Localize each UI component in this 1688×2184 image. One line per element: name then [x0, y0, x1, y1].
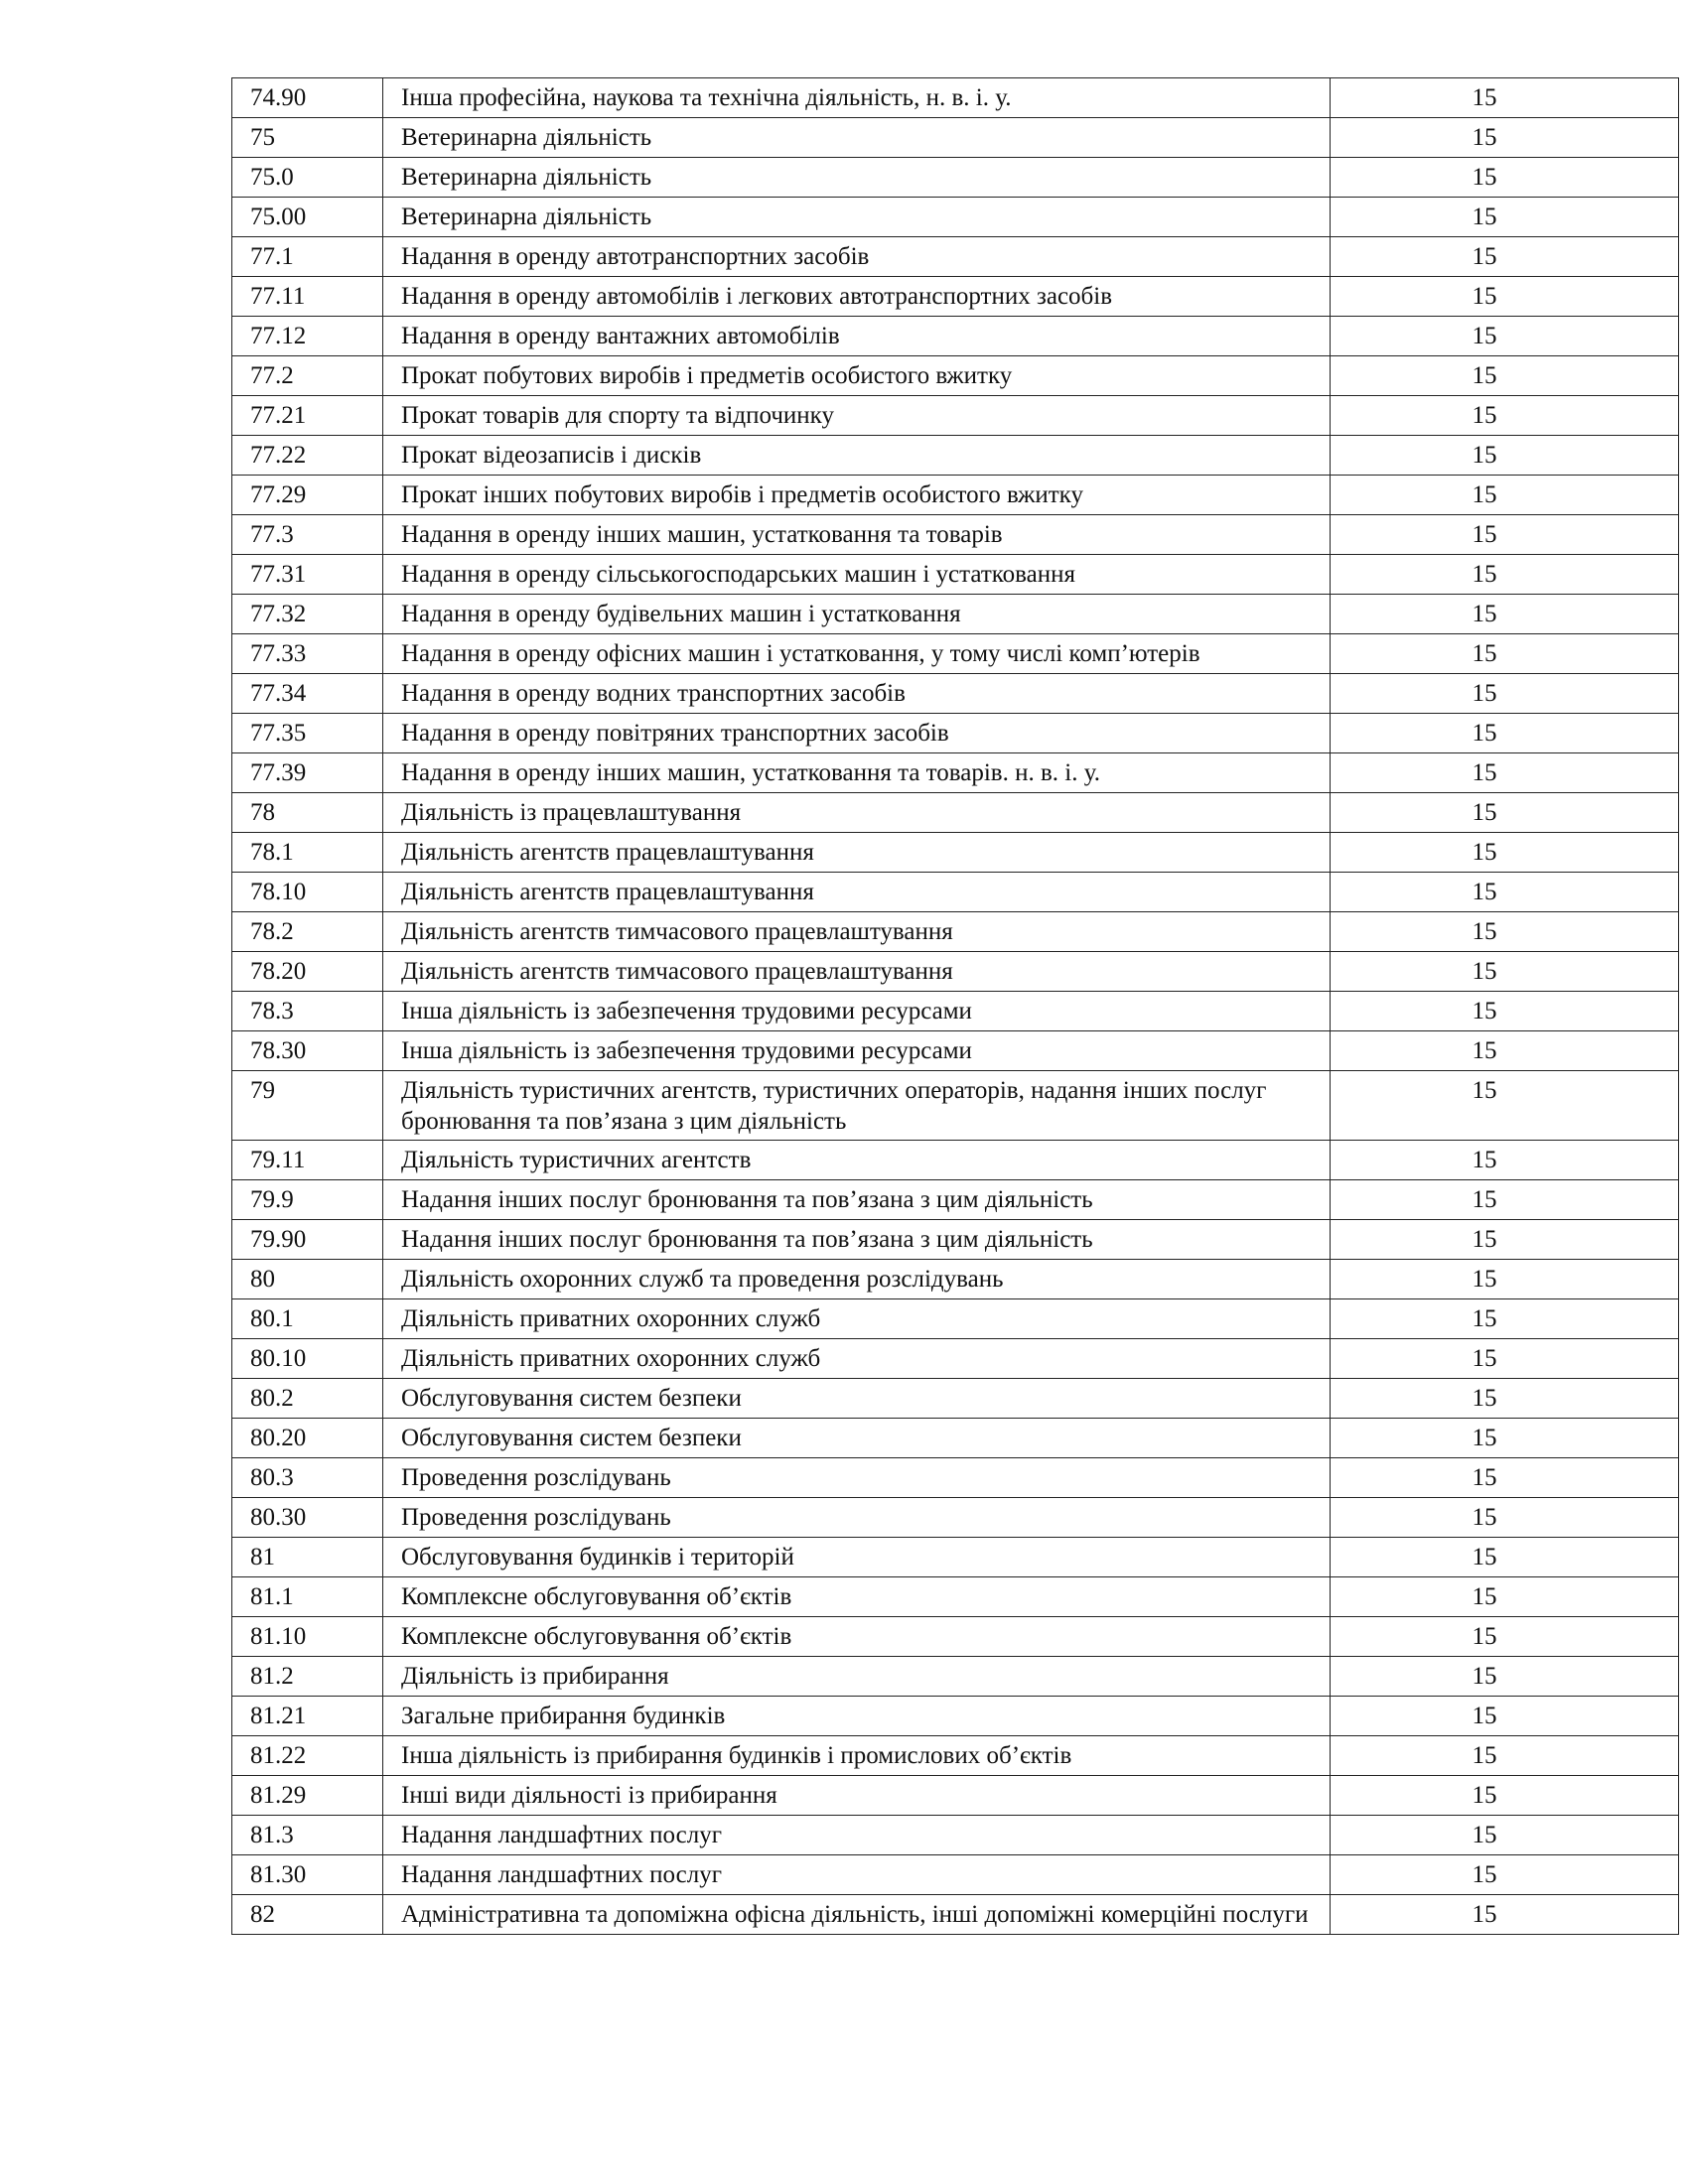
activity-name-cell: Інша професійна, наукова та технічна діяльність, н. в. і. у. — [383, 78, 1331, 118]
rate-cell: 15 — [1331, 1458, 1679, 1498]
activity-code-cell: 77.22 — [232, 436, 383, 476]
table-row — [232, 1299, 1679, 1339]
rate-cell: 15 — [1331, 1141, 1679, 1180]
activity-code-cell: 75.00 — [232, 198, 383, 237]
rate-cell: 15 — [1331, 674, 1679, 714]
activity-code-cell: 78.20 — [232, 952, 383, 992]
table-row — [232, 753, 1679, 793]
activity-name-cell: Адміністративна та допоміжна офісна діяльність, інші допоміжні комерційні послуги — [383, 1895, 1331, 1935]
activity-name-cell: Комплексне обслуговування об’єктів — [383, 1577, 1331, 1617]
activity-name-cell: Надання в оренду інших машин, устатковання та товарів — [383, 515, 1331, 555]
table-row — [232, 198, 1679, 237]
activity-code-cell: 81.3 — [232, 1816, 383, 1855]
rate-cell: 15 — [1331, 356, 1679, 396]
activity-code-cell: 78.10 — [232, 873, 383, 912]
rate-cell: 15 — [1331, 634, 1679, 674]
activity-name-cell: Діяльність агентств тимчасового працевлаштування — [383, 912, 1331, 952]
rate-cell: 15 — [1331, 873, 1679, 912]
activity-name-cell: Проведення розслідувань — [383, 1498, 1331, 1538]
table-row — [232, 237, 1679, 277]
activity-code-cell: 80.20 — [232, 1419, 383, 1458]
rate-cell: 15 — [1331, 277, 1679, 317]
table-row — [232, 1895, 1679, 1935]
activity-name-cell: Надання ландшафтних послуг — [383, 1855, 1331, 1895]
table-row — [232, 992, 1679, 1031]
table-row — [232, 833, 1679, 873]
activity-code-cell: 79.90 — [232, 1220, 383, 1260]
table-row — [232, 1071, 1679, 1141]
activity-codes-table — [231, 77, 1679, 1935]
activity-code-cell: 79.9 — [232, 1180, 383, 1220]
table-row — [232, 555, 1679, 595]
activity-name-cell: Надання інших послуг бронювання та пов’язана з цим діяльність — [383, 1220, 1331, 1260]
activity-name-cell: Діяльність приватних охоронних служб — [383, 1299, 1331, 1339]
rate-cell: 15 — [1331, 1855, 1679, 1895]
rate-cell: 15 — [1331, 1379, 1679, 1419]
table-row — [232, 1697, 1679, 1736]
activity-code-cell: 77.39 — [232, 753, 383, 793]
activity-name-cell: Надання в оренду офісних машин і устатковання, у тому числі комп’ютерів — [383, 634, 1331, 674]
rate-cell: 15 — [1331, 952, 1679, 992]
activity-code-cell: 80.30 — [232, 1498, 383, 1538]
activity-name-cell: Ветеринарна діяльність — [383, 118, 1331, 158]
activity-code-cell: 82 — [232, 1895, 383, 1935]
activity-name-cell: Надання в оренду автомобілів і легкових автотранспортних засобів — [383, 277, 1331, 317]
activity-name-cell: Надання в оренду інших машин, устатковання та товарів. н. в. і. у. — [383, 753, 1331, 793]
table-row — [232, 158, 1679, 198]
activity-code-cell: 77.2 — [232, 356, 383, 396]
activity-code-cell: 75 — [232, 118, 383, 158]
activity-code-cell: 77.34 — [232, 674, 383, 714]
activity-name-cell: Надання ландшафтних послуг — [383, 1816, 1331, 1855]
rate-cell: 15 — [1331, 1895, 1679, 1935]
activity-code-cell: 77.3 — [232, 515, 383, 555]
rate-cell: 15 — [1331, 436, 1679, 476]
activity-code-cell: 81.22 — [232, 1736, 383, 1776]
activity-name-cell: Обслуговування систем безпеки — [383, 1419, 1331, 1458]
activity-code-cell: 77.35 — [232, 714, 383, 753]
table-row — [232, 1577, 1679, 1617]
rate-cell: 15 — [1331, 1419, 1679, 1458]
activity-name-cell: Надання в оренду водних транспортних засобів — [383, 674, 1331, 714]
activity-code-cell: 81.21 — [232, 1697, 383, 1736]
activity-name-cell: Ветеринарна діяльність — [383, 158, 1331, 198]
activity-code-cell: 81.1 — [232, 1577, 383, 1617]
activity-code-cell: 79.11 — [232, 1141, 383, 1180]
activity-code-cell: 77.31 — [232, 555, 383, 595]
rate-cell: 15 — [1331, 992, 1679, 1031]
activity-name-cell: Надання в оренду будівельних машин і устатковання — [383, 595, 1331, 634]
rate-cell: 15 — [1331, 237, 1679, 277]
table-row — [232, 515, 1679, 555]
activity-name-cell: Надання в оренду вантажних автомобілів — [383, 317, 1331, 356]
rate-cell: 15 — [1331, 753, 1679, 793]
table-row — [232, 1776, 1679, 1816]
activity-name-cell: Надання в оренду автотранспортних засобів — [383, 237, 1331, 277]
activity-name-cell: Інша діяльність із забезпечення трудовими ресурсами — [383, 992, 1331, 1031]
rate-cell: 15 — [1331, 1776, 1679, 1816]
activity-name-cell: Діяльність із прибирання — [383, 1657, 1331, 1697]
table-row — [232, 476, 1679, 515]
table-row — [232, 1736, 1679, 1776]
activity-code-cell: 80.10 — [232, 1339, 383, 1379]
activity-name-cell: Загальне прибирання будинків — [383, 1697, 1331, 1736]
table-row — [232, 1379, 1679, 1419]
activity-code-cell: 78.30 — [232, 1031, 383, 1071]
table-row — [232, 1031, 1679, 1071]
rate-cell: 15 — [1331, 1339, 1679, 1379]
rate-cell: 15 — [1331, 317, 1679, 356]
activity-code-cell: 78.2 — [232, 912, 383, 952]
activity-name-cell: Прокат товарів для спорту та відпочинку — [383, 396, 1331, 436]
activity-name-cell: Інша діяльність із прибирання будинків і промислових об’єктів — [383, 1736, 1331, 1776]
table-row — [232, 118, 1679, 158]
activity-name-cell: Надання в оренду повітряних транспортних засобів — [383, 714, 1331, 753]
activity-name-cell: Проведення розслідувань — [383, 1458, 1331, 1498]
table-row — [232, 1180, 1679, 1220]
activity-name-cell: Комплексне обслуговування об’єктів — [383, 1617, 1331, 1657]
activity-code-cell: 77.21 — [232, 396, 383, 436]
rate-cell: 15 — [1331, 833, 1679, 873]
table-row — [232, 634, 1679, 674]
rate-cell: 15 — [1331, 555, 1679, 595]
rate-cell: 15 — [1331, 1260, 1679, 1299]
activity-name-cell: Ветеринарна діяльність — [383, 198, 1331, 237]
table-row — [232, 1498, 1679, 1538]
table-body — [232, 78, 1679, 1935]
activity-name-cell: Діяльність із працевлаштування — [383, 793, 1331, 833]
activity-name-cell: Діяльність туристичних агентств, туристичних операторів, надання інших послуг бронювання та пов’язана з цим діяльність — [383, 1071, 1331, 1141]
activity-name-cell: Обслуговування систем безпеки — [383, 1379, 1331, 1419]
table-row — [232, 1339, 1679, 1379]
rate-cell: 15 — [1331, 595, 1679, 634]
activity-code-cell: 78.1 — [232, 833, 383, 873]
table-row — [232, 1538, 1679, 1577]
table-row — [232, 674, 1679, 714]
rate-cell: 15 — [1331, 714, 1679, 753]
table-row — [232, 793, 1679, 833]
rate-cell: 15 — [1331, 1538, 1679, 1577]
rate-cell: 15 — [1331, 1577, 1679, 1617]
rate-cell: 15 — [1331, 1617, 1679, 1657]
table-row — [232, 1220, 1679, 1260]
rate-cell: 15 — [1331, 1071, 1679, 1141]
table-row — [232, 952, 1679, 992]
activity-name-cell: Прокат побутових виробів і предметів особистого вжитку — [383, 356, 1331, 396]
table-row — [232, 873, 1679, 912]
rate-cell: 15 — [1331, 1031, 1679, 1071]
table-row — [232, 356, 1679, 396]
table-row — [232, 714, 1679, 753]
activity-code-cell: 77.32 — [232, 595, 383, 634]
activity-name-cell: Інші види діяльності із прибирання — [383, 1776, 1331, 1816]
activity-code-cell: 74.90 — [232, 78, 383, 118]
activity-name-cell: Прокат відеозаписів і дисків — [383, 436, 1331, 476]
rate-cell: 15 — [1331, 1220, 1679, 1260]
activity-name-cell: Діяльність агентств працевлаштування — [383, 833, 1331, 873]
table-row — [232, 1855, 1679, 1895]
activity-code-cell: 80.2 — [232, 1379, 383, 1419]
activity-name-cell: Прокат інших побутових виробів і предметів особистого вжитку — [383, 476, 1331, 515]
rate-cell: 15 — [1331, 1816, 1679, 1855]
activity-code-cell: 77.11 — [232, 277, 383, 317]
activity-code-cell: 77.12 — [232, 317, 383, 356]
activity-code-cell: 77.33 — [232, 634, 383, 674]
table-row — [232, 78, 1679, 118]
activity-name-cell: Діяльність охоронних служб та проведення розслідувань — [383, 1260, 1331, 1299]
activity-name-cell: Діяльність приватних охоронних служб — [383, 1339, 1331, 1379]
rate-cell: 15 — [1331, 78, 1679, 118]
table-row — [232, 1816, 1679, 1855]
activity-code-cell: 80.3 — [232, 1458, 383, 1498]
activity-code-cell: 79 — [232, 1071, 383, 1141]
rate-cell: 15 — [1331, 198, 1679, 237]
activity-name-cell: Надання в оренду сільськогосподарських машин і устатковання — [383, 555, 1331, 595]
table-row — [232, 1141, 1679, 1180]
rate-cell: 15 — [1331, 158, 1679, 198]
table-row — [232, 1260, 1679, 1299]
activity-code-cell: 81.29 — [232, 1776, 383, 1816]
table-row — [232, 1419, 1679, 1458]
rate-cell: 15 — [1331, 1299, 1679, 1339]
table-row — [232, 1617, 1679, 1657]
table-row — [232, 912, 1679, 952]
activity-code-cell: 77.1 — [232, 237, 383, 277]
rate-cell: 15 — [1331, 1498, 1679, 1538]
rate-cell: 15 — [1331, 793, 1679, 833]
activity-code-cell: 77.29 — [232, 476, 383, 515]
activity-name-cell: Обслуговування будинків і територій — [383, 1538, 1331, 1577]
activity-code-cell: 81.2 — [232, 1657, 383, 1697]
activity-code-cell: 81 — [232, 1538, 383, 1577]
activity-name-cell: Надання інших послуг бронювання та пов’язана з цим діяльність — [383, 1180, 1331, 1220]
activity-code-cell: 81.10 — [232, 1617, 383, 1657]
table-row — [232, 1458, 1679, 1498]
rate-cell: 15 — [1331, 396, 1679, 436]
activity-name-cell: Діяльність агентств працевлаштування — [383, 873, 1331, 912]
table-row — [232, 317, 1679, 356]
table-row — [232, 436, 1679, 476]
activity-code-cell: 78.3 — [232, 992, 383, 1031]
rate-cell: 15 — [1331, 912, 1679, 952]
activity-code-cell: 78 — [232, 793, 383, 833]
rate-cell: 15 — [1331, 1697, 1679, 1736]
activity-name-cell: Діяльність туристичних агентств — [383, 1141, 1331, 1180]
activity-code-cell: 81.30 — [232, 1855, 383, 1895]
activity-name-cell: Інша діяльність із забезпечення трудовими ресурсами — [383, 1031, 1331, 1071]
rate-cell: 15 — [1331, 515, 1679, 555]
table-row — [232, 1657, 1679, 1697]
rate-cell: 15 — [1331, 118, 1679, 158]
rate-cell: 15 — [1331, 1657, 1679, 1697]
activity-name-cell: Діяльність агентств тимчасового працевлаштування — [383, 952, 1331, 992]
rate-cell: 15 — [1331, 1180, 1679, 1220]
table-row — [232, 595, 1679, 634]
rate-cell: 15 — [1331, 1736, 1679, 1776]
table-row — [232, 277, 1679, 317]
activity-code-cell: 80.1 — [232, 1299, 383, 1339]
rate-cell: 15 — [1331, 476, 1679, 515]
table-row — [232, 396, 1679, 436]
activity-code-cell: 80 — [232, 1260, 383, 1299]
activity-code-cell: 75.0 — [232, 158, 383, 198]
